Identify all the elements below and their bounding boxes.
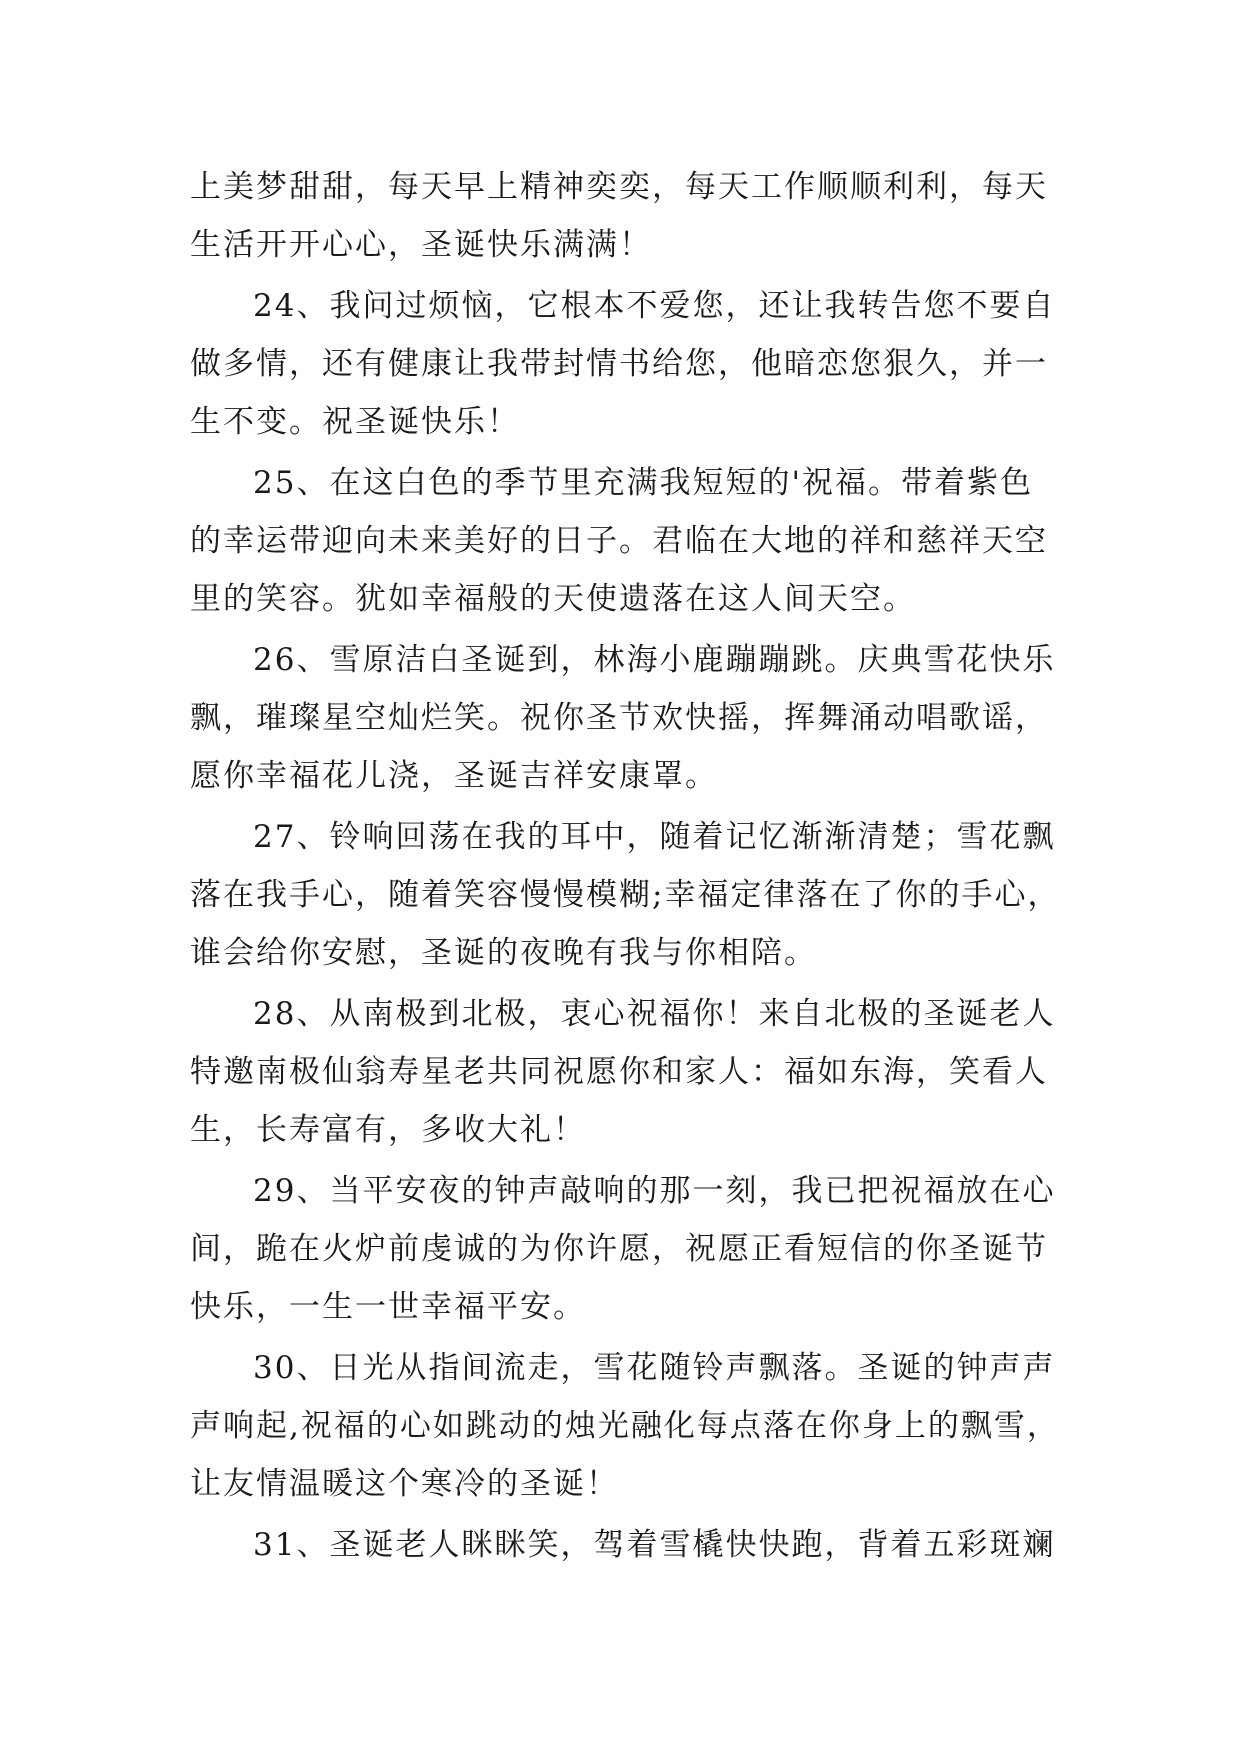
text-line: 让友情温暖这个寒冷的圣诞！ — [190, 1466, 619, 1502]
text-line: 做多情，还有健康让我带封情书给您，他暗恋您狠久，并一 — [190, 346, 1048, 382]
text-line: 愿你幸福花儿浇，圣诞吉祥安康罩。 — [190, 758, 718, 794]
text-line: 特邀南极仙翁寿星老共同祝愿你和家人：福如东海，笑看人 — [190, 1054, 1048, 1090]
text-line: 上美梦甜甜，每天早上精神奕奕，每天工作顺顺利利，每天 — [190, 169, 1048, 205]
text-line: 生，长寿富有，多收大礼！ — [190, 1112, 586, 1148]
paragraph-27-line: 27、铃响回荡在我的耳中，随着记忆渐渐清楚；雪花飘 — [253, 819, 1056, 855]
document-body — [190, 158, 1070, 1574]
text-line: 里的笑容。犹如幸福般的天使遗落在这人间天空。 — [190, 581, 916, 617]
paragraph-28-line: 28、从南极到北极，衷心祝福你！来自北极的圣诞老人 — [253, 996, 1056, 1032]
text-line: 谁会给你安慰，圣诞的夜晚有我与你相陪。 — [190, 935, 817, 971]
paragraph-25-line: 25、在这白色的季节里充满我短短的'祝福。带着紫色 — [253, 465, 1033, 501]
text-line: 快乐，一生一世幸福平安。 — [190, 1289, 586, 1325]
text-line: 间，跪在火炉前虔诚的为你许愿，祝愿正看短信的你圣诞节 — [190, 1231, 1048, 1267]
text-line: 声响起,祝福的心如跳动的烛光融化每点落在你身上的飘雪， — [190, 1408, 1060, 1444]
text-line: 生活开开心心，圣诞快乐满满！ — [190, 227, 652, 263]
paragraph-30-line: 30、日光从指间流走，雪花随铃声飘落。圣诞的钟声声 — [253, 1350, 1056, 1386]
paragraph-31-line: 31、圣诞老人眯眯笑，驾着雪橇快快跑，背着五彩斑斓 — [253, 1527, 1056, 1563]
text-line: 飘，璀璨星空灿烂笑。祝你圣节欢快摇，挥舞涌动唱歌谣， — [190, 700, 1048, 736]
text-line: 生不变。祝圣诞快乐！ — [190, 404, 520, 440]
paragraph-24-line: 24、我问过烦恼，它根本不爱您，还让我转告您不要自 — [253, 288, 1056, 324]
paragraph-29-line: 29、当平安夜的钟声敲响的那一刻，我已把祝福放在心 — [253, 1173, 1056, 1209]
text-line: 的幸运带迎向未来美好的日子。君临在大地的祥和慈祥天空 — [190, 523, 1048, 559]
paragraph-26-line: 26、雪原洁白圣诞到，林海小鹿蹦蹦跳。庆典雪花快乐 — [253, 642, 1056, 678]
text-line: 落在我手心，随着笑容慢慢模糊;幸福定律落在了你的手心， — [190, 877, 1061, 913]
